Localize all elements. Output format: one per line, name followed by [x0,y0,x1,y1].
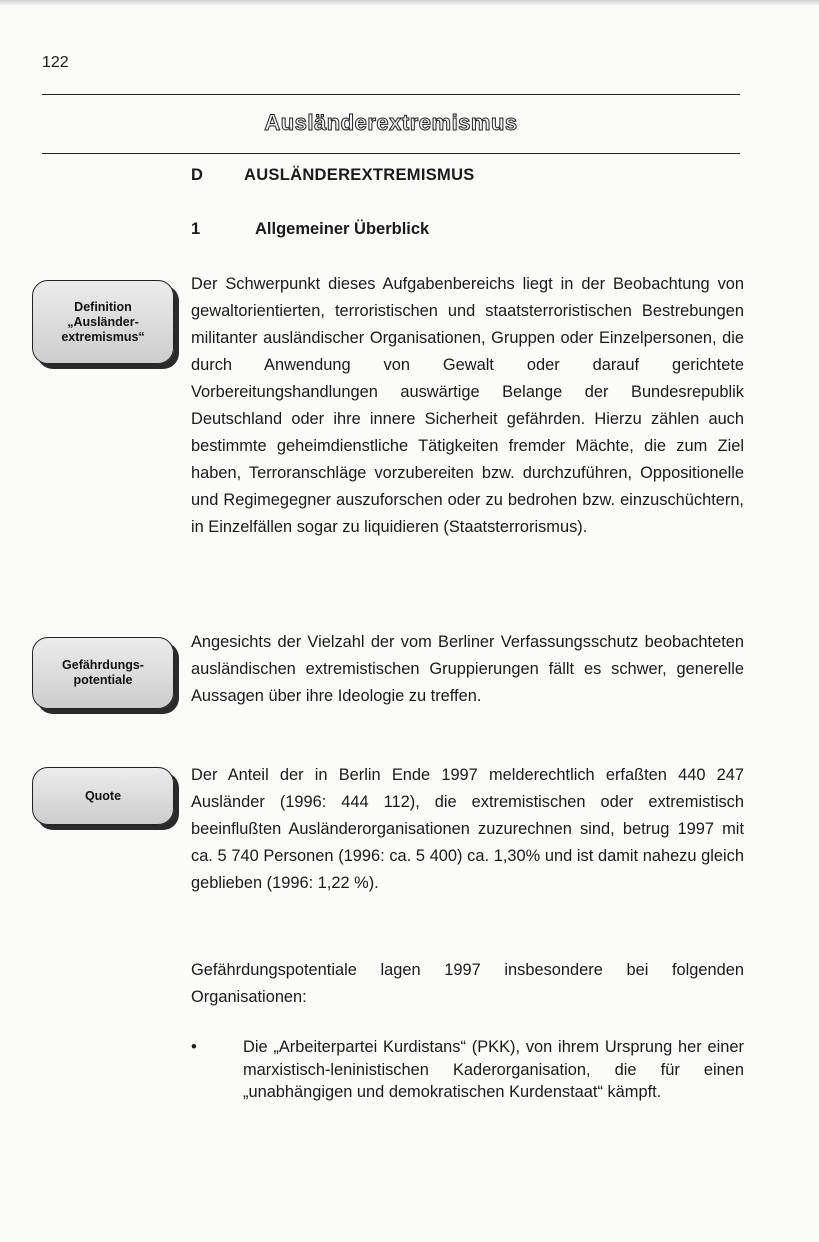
header-rule-bottom [42,153,740,154]
margin-note-quota [32,767,174,825]
header-rule-top [42,94,740,95]
paragraph-quota: Der Anteil der in Berlin Ende 1997 melderechtlich erfaßten 440 247 Ausländer (1996: 444 112), die extremistischen oder extremistisch beeinflußten Ausländerorganisationen zuzurechnen sind, betrug 1997 mit ca. 5 740 Personen (1996: ca. 5 400) ca. 1,30% und ist damit nahezu gleich geblieben (1996: 1,22 %). [191,766,744,892]
list-item [191,1036,744,1104]
margin-note-quota-label: Quote [84,788,122,803]
page-number: 122 [42,54,69,71]
running-header: Ausländerextremismus [264,110,518,135]
subsection-number: 1 [191,220,201,238]
margin-note-potentials [32,637,174,709]
paragraph-organisations-intro: Gefährdungspotentiale lagen 1997 insbesondere bei folgenden Organisationen: [191,961,744,1006]
margin-note-definition [32,280,174,364]
bullet-icon: • [191,1038,197,1056]
paragraph-definition: Der Schwerpunkt dieses Aufgabenbereichs liegt in der Beobachtung von gewaltorientierten, terroristischen und staatsterroristischen Bestrebungen militanter ausländischer Organisationen, Gruppen oder Einzelpersonen, die durch Anwendung von Gewalt oder darauf gerichtete Vorbereitungshandlungen auswärtige Belange der Bundesrepublik Deutschland oder ihre innere Sicherheit gefährden. Hierzu zählen auch bestimmte geheimdienstliche Tätigkeiten fremder Mächte, die zum Ziel haben, Terroranschläge vorzubereiten bzw. durchzuführen, Oppositionelle und Regimegegner auszuforschen oder zu bedrohen bzw. einzuschüchtern, in Einzelfällen sogar zu liquidieren (Staatsterrorismus). [191,275,744,536]
organisation-list [191,1036,744,1104]
subsection-title: Allgemeiner Überblick [255,220,430,238]
section-title: AUSLÄNDEREXTREMISMUS [244,166,475,184]
subsection-heading [191,220,429,239]
paragraph-potentials: Angesichts der Vielzahl der vom Berliner Verfassungsschutz beobachteten ausländischen extremistischen Gruppierungen fällt es schwer, generelle Aussagen über ihre Ideologie zu treffen. [191,633,744,705]
margin-note-potentials-label: Gefährdungs- potentiale [62,658,144,687]
page-top-shadow [0,0,819,6]
section-letter: D [191,166,204,184]
margin-note-definition-label: Definition „Ausländer- extremismus“ [61,299,145,344]
section-heading [191,166,475,185]
list-item-text: Die „Arbeiterpartei Kurdistans“ (PKK), von ihrem Ursprung her einer marxistisch-leninistischen Kaderorganisation, die für einen „unabhängigen und demokratischen Kurdenstaat“ kämpft. [243,1038,744,1101]
